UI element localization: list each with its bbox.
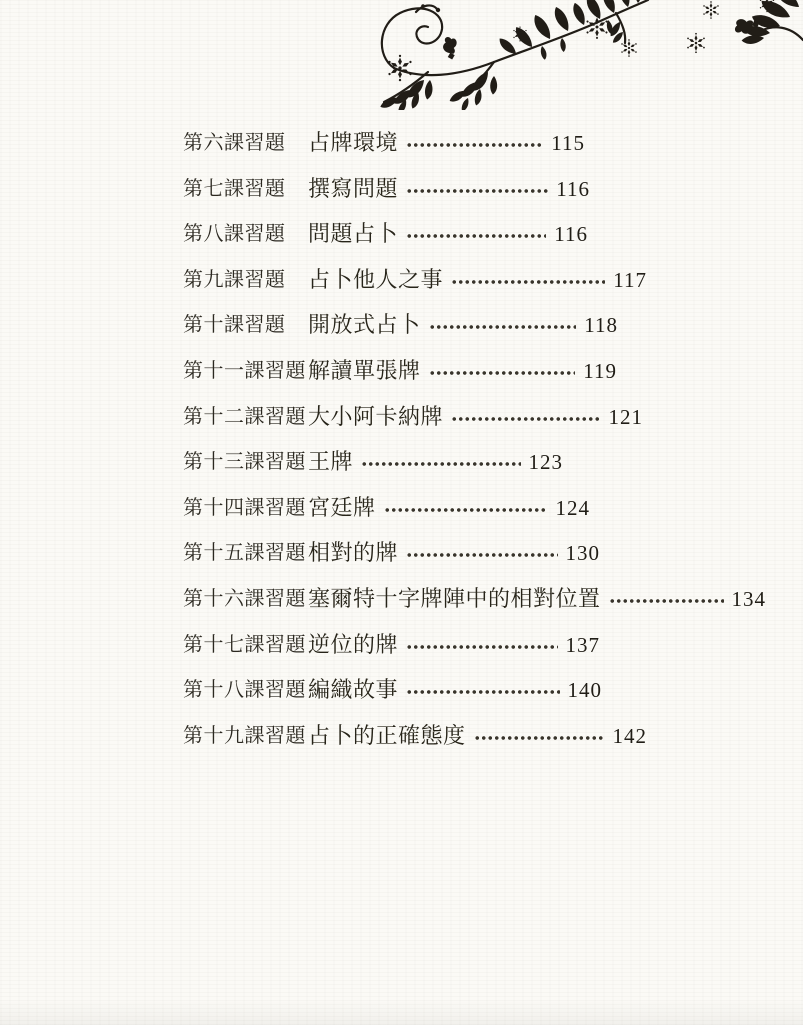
toc-entry-line xyxy=(308,723,647,749)
dot-leader xyxy=(451,416,600,422)
toc-entry-lesson: 第十九課習題 xyxy=(183,724,306,747)
toc-entry-title: 大小阿卡納牌 xyxy=(308,403,444,429)
toc-entry-lesson: 第十七課習題 xyxy=(183,633,306,656)
toc-entry xyxy=(183,176,766,222)
dot-leader xyxy=(451,279,605,285)
toc-entry-line xyxy=(308,677,602,703)
toc-entry-page: 130 xyxy=(565,541,600,566)
toc-entry-page: 123 xyxy=(528,450,563,475)
toc-entry-lesson: 第十課習題 xyxy=(183,314,286,337)
toc-entry-lesson: 第十四課習題 xyxy=(183,496,306,519)
toc-entry-page: 121 xyxy=(608,404,643,429)
toc-entry xyxy=(183,540,766,586)
dot-leader xyxy=(361,461,520,467)
toc-entry-title: 開放式占卜 xyxy=(308,312,421,338)
toc-entry-page: 119 xyxy=(583,358,617,383)
floral-vine-ornament xyxy=(366,0,803,110)
dot-leader xyxy=(429,370,576,376)
toc-entry-lesson: 第十一課習題 xyxy=(183,359,306,382)
toc-entry-page: 137 xyxy=(565,632,600,657)
toc-entry-page: 142 xyxy=(612,723,647,748)
toc-entry-title: 宮廷牌 xyxy=(308,494,376,520)
toc-entry-title: 王牌 xyxy=(308,449,354,475)
toc-entry-title: 相對的牌 xyxy=(308,540,399,566)
toc-entry xyxy=(183,677,766,723)
dot-leader xyxy=(406,142,543,148)
dot-leader xyxy=(609,598,724,604)
toc-entry xyxy=(183,495,766,541)
toc-entry-title: 占卜他人之事 xyxy=(308,266,444,292)
toc-entry-line xyxy=(308,495,590,521)
toc-entry xyxy=(183,221,766,267)
dot-leader xyxy=(406,552,557,558)
toc-entry-page: 117 xyxy=(613,267,647,292)
toc-entry xyxy=(183,723,766,769)
toc-entry-lesson: 第十三課習題 xyxy=(183,451,306,474)
toc-entry xyxy=(183,267,766,313)
toc-entry-line xyxy=(308,540,600,566)
toc-entry-lesson: 第七課習題 xyxy=(183,177,286,200)
toc-entry-page: 124 xyxy=(555,495,590,520)
toc-entry xyxy=(183,632,766,678)
toc-entry-page: 116 xyxy=(556,176,590,201)
toc-entry-line xyxy=(308,130,585,156)
toc-entry-line xyxy=(308,221,588,247)
toc-entry-line xyxy=(308,404,643,430)
toc-entry-line xyxy=(308,176,590,202)
dot-leader xyxy=(406,689,559,695)
toc-entry-page: 118 xyxy=(584,313,618,338)
dot-leader xyxy=(406,233,546,239)
toc-entry-line xyxy=(308,358,617,384)
toc-entry xyxy=(183,312,766,358)
toc-entry xyxy=(183,130,766,176)
toc-entry-page: 115 xyxy=(551,131,585,155)
dot-leader xyxy=(406,188,548,194)
toc-entry-lesson: 第十八課習題 xyxy=(183,679,306,702)
toc-entry-line xyxy=(308,312,618,338)
toc-entry-title: 占卜的正確態度 xyxy=(308,722,466,748)
floral-vine-svg xyxy=(366,0,803,110)
toc-entry-title: 逆位的牌 xyxy=(308,631,399,657)
dot-leader xyxy=(474,735,605,741)
toc-entry-page: 140 xyxy=(567,678,602,703)
toc-entry-lesson: 第九課習題 xyxy=(183,268,286,291)
toc-entry-page: 134 xyxy=(731,586,766,611)
toc-entry xyxy=(183,586,766,632)
toc-entry-title: 解讀單張牌 xyxy=(308,357,421,383)
table-of-contents xyxy=(183,130,766,768)
toc-entry-title: 問題占卜 xyxy=(308,221,399,247)
toc-entry-lesson: 第八課習題 xyxy=(183,223,286,246)
toc-entry xyxy=(183,449,766,495)
toc-entry-lesson: 第十五課習題 xyxy=(183,542,306,565)
toc-entry-title: 塞爾特十字牌陣中的相對位置 xyxy=(308,585,601,611)
dot-leader xyxy=(429,324,577,330)
toc-entry xyxy=(183,358,766,404)
toc-entry-title: 編織故事 xyxy=(308,677,399,703)
toc-entry-lesson: 第六課習題 xyxy=(183,132,286,154)
toc-entry-line xyxy=(308,267,647,293)
dot-leader xyxy=(384,507,548,513)
toc-entry-line xyxy=(308,632,600,658)
toc-entry-title: 撰寫問題 xyxy=(308,175,399,201)
toc-entry-line xyxy=(308,586,766,612)
toc-entry-line xyxy=(308,449,563,475)
dot-leader xyxy=(406,644,557,650)
toc-entry-lesson: 第十二課習題 xyxy=(183,405,306,428)
toc-entry xyxy=(183,404,766,450)
toc-entry-lesson: 第十六課習題 xyxy=(183,587,306,610)
toc-entry-page: 116 xyxy=(554,222,588,247)
toc-entry-title: 占牌環境 xyxy=(308,130,399,155)
